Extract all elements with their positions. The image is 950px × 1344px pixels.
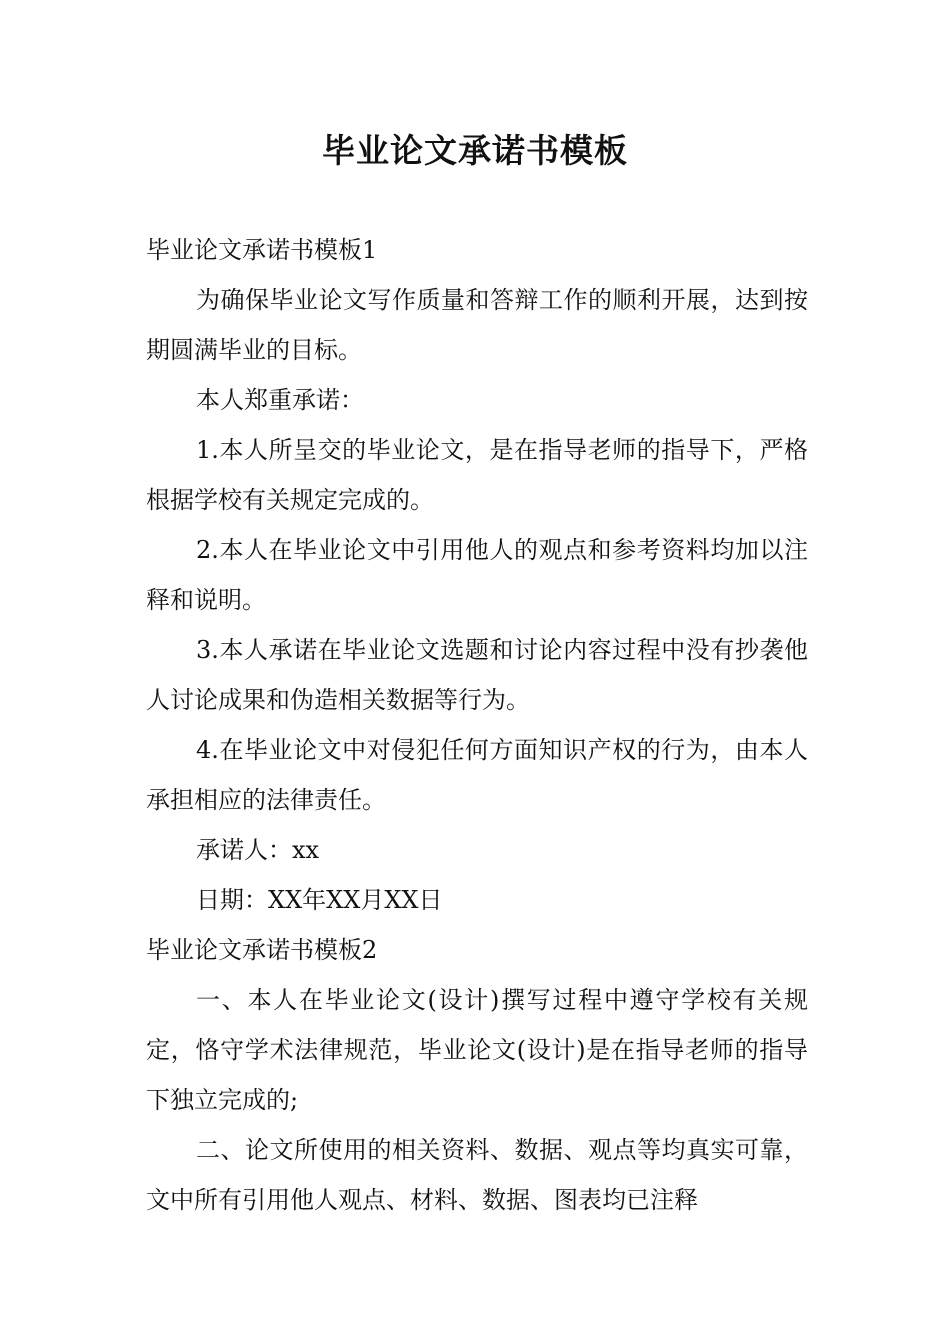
paragraph-item-3: 3.本人承诺在毕业论文选题和讨论内容过程中没有抄袭他人讨论成果和伪造相关数据等行为。 — [146, 636, 808, 714]
section-heading-1: 毕业论文承诺书模板1 — [146, 236, 378, 264]
document-body — [146, 225, 808, 1225]
paragraph-item-1: 1.本人所呈交的毕业论文，是在指导老师的指导下，严格根据学校有关规定完成的。 — [146, 436, 808, 514]
paragraph-item-2: 2.本人在毕业论文中引用他人的观点和参考资料均加以注释和说明。 — [146, 536, 808, 614]
document-title: 毕业论文承诺书模板 — [322, 131, 628, 170]
paragraph-date: 日期：XX年XX月XX日 — [196, 886, 443, 914]
paragraph-clause-1: 一、本人在毕业论文(设计)撰写过程中遵守学校有关规定，恪守学术法律规范，毕业论文(设计)是在指导老师的指导下独立完成的; — [146, 986, 808, 1114]
paragraph-item-4: 4.在毕业论文中对侵犯任何方面知识产权的行为，由本人承担相应的法律责任。 — [146, 736, 808, 814]
paragraph-signatory: 承诺人：xx — [196, 836, 320, 864]
section-heading-2: 毕业论文承诺书模板2 — [146, 936, 378, 964]
paragraph-pledge: 本人郑重承诺： — [196, 386, 364, 414]
paragraph-intro: 为确保毕业论文写作质量和答辩工作的顺利开展，达到按期圆满毕业的目标。 — [146, 286, 808, 364]
paragraph-clause-2: 二、论文所使用的相关资料、数据、观点等均真实可靠，文中所有引用他人观点、材料、数据、图表均已注释 — [146, 1136, 808, 1214]
